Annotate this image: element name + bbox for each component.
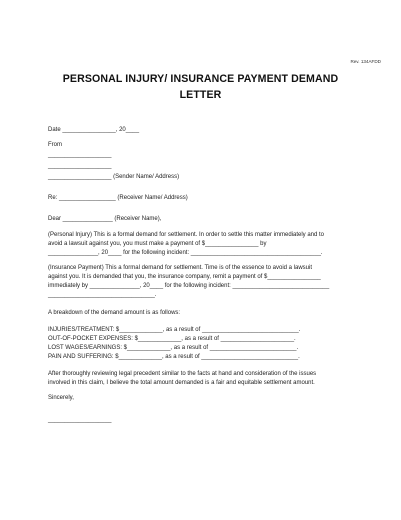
from-label: From	[48, 142, 62, 148]
personal-injury-line-2: avoid a lawsuit against you, you must make a payment of $________________ by	[48, 241, 267, 247]
document-title-line-2: LETTER	[179, 89, 222, 101]
breakdown-injuries: INJURIES/TREATMENT: $_____________, as a result of _____________________________.	[48, 327, 301, 333]
insurance-payment-line-4: ________________________________.	[48, 292, 157, 298]
insurance-payment-line-3: immediately by _______________, 20____ for the following incident: _____________________________	[48, 283, 330, 289]
personal-injury-line-3: _______________, 20____ for the following incident: _______________________________________.	[48, 250, 323, 256]
insurance-payment-line-1: (Insurance Payment) This a formal demand for settlement. Time is of the essence to avoid a lawsuit	[48, 265, 313, 271]
dear-line: Dear _______________ (Receiver Name),	[48, 216, 162, 222]
closing-paragraph-line-1: After thoroughly reviewing legal precedent similar to the facts at hand and consideration of the issues	[48, 371, 317, 377]
date-line: Date ________________, 20____	[48, 127, 140, 133]
document-title-line-1: PERSONAL INJURY/ INSURANCE PAYMENT DEMAND	[62, 73, 339, 85]
revision-code: Rev. 134AFDD	[350, 59, 381, 64]
sincerely: Sincerely,	[48, 395, 74, 401]
from-line-2: ___________________	[48, 163, 112, 169]
breakdown-out-of-pocket: OUT-OF-POCKET EXPENSES: $_____________, as a result of ______________________.	[48, 336, 296, 342]
breakdown-lost-wages: LOST WAGES/EARNINGS: $_____________, as a result of __________________________.	[48, 345, 299, 351]
personal-injury-line-1: (Personal Injury) This is a formal demand for settlement. In order to settle this matter immediately and to	[48, 232, 325, 238]
breakdown-intro: A breakdown of the demand amount is as follows:	[48, 310, 181, 316]
signature-line: ___________________	[48, 417, 112, 423]
re-line: Re: _________________ (Receiver Name/ Address)	[48, 195, 188, 201]
from-line-1: ___________________	[48, 152, 112, 158]
breakdown-pain-suffering: PAIN AND SUFFERING: $_____________, as a result of _____________________________.	[48, 354, 300, 360]
from-line-3-sender: ___________________ (Sender Name/ Address)	[48, 174, 180, 180]
insurance-payment-line-2: against you. It is demanded that you, the insurance company, remit a payment of $________________	[48, 274, 321, 280]
closing-paragraph-line-2: involved in this claim, I believe the total amount demanded is a fair and equitable settlement amount.	[48, 380, 315, 386]
